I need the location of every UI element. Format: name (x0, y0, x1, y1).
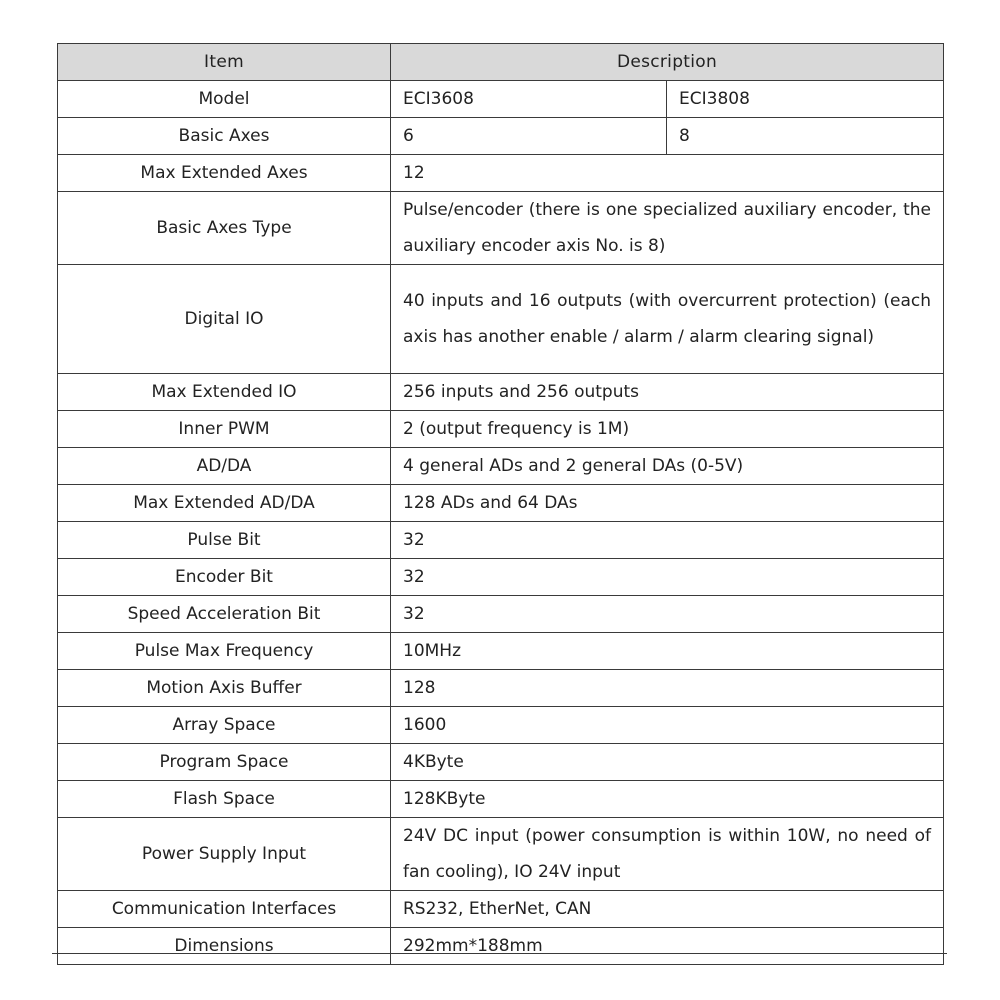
row-value: 4KByte (391, 744, 944, 781)
model-eci3608: ECI3608 (391, 81, 667, 118)
header-description: Description (391, 44, 944, 81)
spec-table (57, 43, 944, 965)
row-item: Motion Axis Buffer (58, 670, 391, 707)
table-row (58, 707, 944, 744)
row-value: 32 (391, 559, 944, 596)
header-item: Item (58, 44, 391, 81)
header-row (58, 44, 944, 81)
row-value: 128 ADs and 64 DAs (391, 485, 944, 522)
row-value: 12 (391, 155, 944, 192)
row-value: 4 general ADs and 2 general DAs (0-5V) (391, 448, 944, 485)
row-value: 32 (391, 522, 944, 559)
row-value: 128KByte (391, 781, 944, 818)
table-row (58, 485, 944, 522)
row-item: Max Extended Axes (58, 155, 391, 192)
table-row (58, 559, 944, 596)
row-value: 40 inputs and 16 outputs (with overcurrent protection) (each axis has another enable / alarm / alarm clearing signal) (391, 265, 944, 374)
table-row (58, 928, 944, 965)
table-row (58, 411, 944, 448)
table-row (58, 374, 944, 411)
row-value: 24V DC input (power consumption is within 10W, no need of fan cooling), IO 24V input (391, 818, 944, 891)
row-item: Inner PWM (58, 411, 391, 448)
row-item: Communication Interfaces (58, 891, 391, 928)
table-row (58, 633, 944, 670)
table-row (58, 891, 944, 928)
row-item: Model (58, 81, 391, 118)
row-item: Dimensions (58, 928, 391, 965)
row-value: 292mm*188mm (391, 928, 944, 965)
row-item: Encoder Bit (58, 559, 391, 596)
row-value: RS232, EtherNet, CAN (391, 891, 944, 928)
table-row (58, 818, 944, 891)
bottom-rule (52, 953, 947, 954)
basic-axes-eci3608: 6 (391, 118, 667, 155)
row-item: Max Extended AD/DA (58, 485, 391, 522)
row-value: 2 (output frequency is 1M) (391, 411, 944, 448)
table-row (58, 265, 944, 374)
row-item: Digital IO (58, 265, 391, 374)
row-value: 1600 (391, 707, 944, 744)
row-item: Pulse Max Frequency (58, 633, 391, 670)
row-value: Pulse/encoder (there is one specialized auxiliary encoder, the auxiliary encoder axis No. is 8) (391, 192, 944, 265)
row-value: 256 inputs and 256 outputs (391, 374, 944, 411)
model-eci3808: ECI3808 (667, 81, 944, 118)
row-item: Power Supply Input (58, 818, 391, 891)
table-row (58, 744, 944, 781)
row-item: Flash Space (58, 781, 391, 818)
table-row (58, 448, 944, 485)
row-item: Pulse Bit (58, 522, 391, 559)
basic-axes-eci3808: 8 (667, 118, 944, 155)
table-row-model (58, 81, 944, 118)
row-item: Speed Acceleration Bit (58, 596, 391, 633)
table-row (58, 192, 944, 265)
table-row (58, 522, 944, 559)
row-item: Program Space (58, 744, 391, 781)
row-item: Array Space (58, 707, 391, 744)
table-row (58, 155, 944, 192)
table-row (58, 670, 944, 707)
row-value: 10MHz (391, 633, 944, 670)
row-item: Max Extended IO (58, 374, 391, 411)
table-row (58, 596, 944, 633)
row-value: 128 (391, 670, 944, 707)
row-item: AD/DA (58, 448, 391, 485)
table-row (58, 781, 944, 818)
row-item: Basic Axes Type (58, 192, 391, 265)
table-row-basic-axes (58, 118, 944, 155)
row-item: Basic Axes (58, 118, 391, 155)
row-value: 32 (391, 596, 944, 633)
